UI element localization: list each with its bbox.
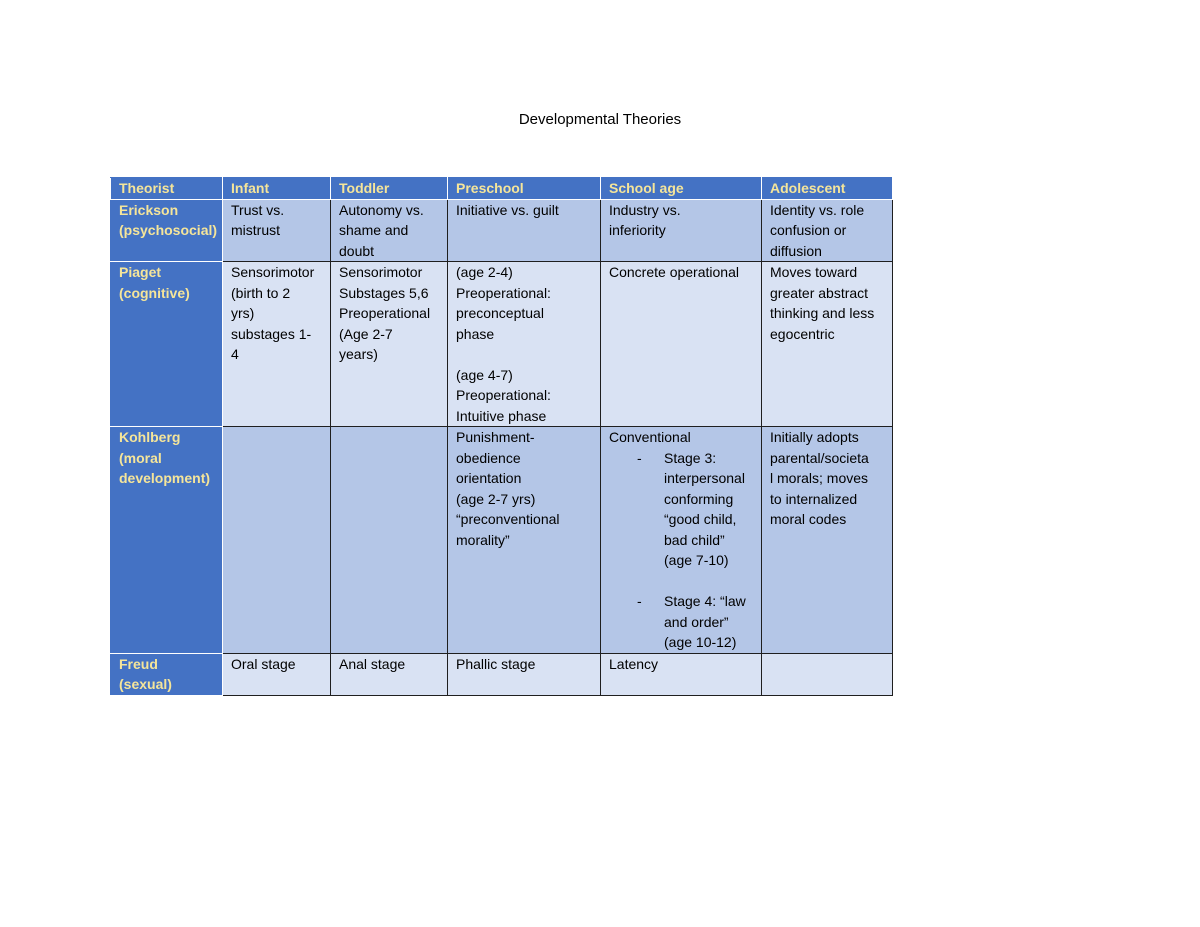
text-line: Autonomy vs. [339, 201, 424, 218]
theorist-cell [111, 427, 223, 654]
text-line: 4 [231, 346, 239, 362]
text-line: (age 2-4) [456, 264, 513, 280]
text-line: obedience [456, 449, 521, 466]
text-line: Preoperational: [456, 284, 551, 301]
text-line: (age 7-10) [664, 552, 729, 568]
spacer [609, 571, 757, 592]
header-toddler: Toddler [331, 178, 448, 200]
text-line: doubt [339, 242, 375, 259]
spacer [456, 344, 596, 365]
text-line: Trust vs. [231, 201, 285, 218]
school-age-cell [601, 262, 762, 427]
text-line: substages 1- [231, 325, 312, 342]
header-school-age: School age [601, 178, 762, 200]
school-age-cell [601, 653, 762, 695]
text-line: diffusion [770, 242, 822, 259]
adolescent-cell [762, 427, 893, 654]
row-piaget [111, 262, 893, 427]
text-line: (birth to 2 [231, 284, 291, 301]
text-line: l morals; moves [770, 470, 869, 486]
text-line: Stage 3: [664, 449, 717, 466]
text-line: bad child” [664, 531, 725, 548]
text-line: development) [119, 470, 211, 486]
preoperational-preconceptual-block [456, 262, 596, 344]
stage-list [609, 448, 757, 653]
text-line: Piaget [119, 264, 162, 280]
text-line: Concrete operational [609, 264, 739, 280]
text-line: to internalized [770, 490, 858, 507]
list-item-stage-3 [609, 448, 757, 571]
text-line: Stage 4: “law [664, 593, 746, 609]
text-line: phase [456, 325, 495, 342]
toddler-cell [331, 262, 448, 427]
text-line: Phallic stage [456, 655, 536, 672]
text-line: Initially adopts [770, 429, 859, 445]
text-line: (age 4-7) [456, 366, 513, 383]
text-line: “good child, [664, 511, 737, 527]
list-item-stage-4 [609, 591, 757, 653]
text-line: Oral stage [231, 655, 296, 672]
header-theorist: Theorist [111, 178, 223, 200]
text-line: Freud [119, 655, 158, 672]
text-line: Initiative vs. guilt [456, 201, 559, 218]
text-line: (age 2-7 yrs) [456, 490, 536, 507]
text-line: (psychosocial) [119, 222, 218, 238]
text-line: Identity vs. role [770, 201, 865, 218]
header-row [111, 178, 893, 200]
theorist-cell [111, 262, 223, 427]
text-line: orientation [456, 470, 522, 486]
stage-3-text [664, 448, 757, 571]
text-line: Anal stage [339, 655, 406, 672]
bullet-dash: - [637, 593, 642, 609]
infant-cell [223, 199, 331, 262]
text-line: confusion or [770, 222, 847, 238]
text-line: Industry vs. [609, 201, 681, 218]
text-line: interpersonal [664, 470, 745, 486]
adolescent-cell [762, 653, 893, 695]
row-erickson [111, 199, 893, 262]
text-line: Sensorimotor [231, 264, 315, 280]
text-line: “preconventional [456, 511, 560, 527]
header-adolescent: Adolescent [762, 178, 893, 200]
preoperational-intuitive-block [456, 365, 596, 427]
school-age-cell [601, 427, 762, 654]
conventional-heading: Conventional [609, 429, 691, 445]
text-line: mistrust [231, 222, 280, 238]
text-line: moral codes [770, 511, 847, 527]
text-line: greater abstract [770, 284, 869, 301]
text-line: yrs) [231, 305, 255, 321]
text-line: Preoperational [339, 305, 431, 321]
bullet-dash: - [637, 449, 642, 466]
developmental-theories-table [110, 177, 893, 696]
adolescent-cell [762, 199, 893, 262]
text-line: preconceptual [456, 305, 544, 321]
text-line: Punishment- [456, 429, 535, 445]
theorist-cell [111, 653, 223, 695]
toddler-cell [331, 427, 448, 654]
text-line: conforming [664, 490, 734, 507]
text-line: parental/societa [770, 449, 869, 466]
text-line: Preoperational: [456, 387, 551, 403]
text-line: Substages 5,6 [339, 284, 429, 301]
adolescent-cell [762, 262, 893, 427]
text-line: (Age 2-7 [339, 325, 393, 342]
row-kohlberg [111, 427, 893, 654]
text-line: egocentric [770, 325, 835, 342]
header-preschool: Preschool [448, 178, 601, 200]
text-line: shame and [339, 222, 409, 238]
text-line: morality” [456, 531, 510, 548]
text-line: and order” [664, 613, 729, 630]
text-line: (age 10-12) [664, 634, 737, 650]
text-line: (cognitive) [119, 284, 190, 301]
text-line: Sensorimotor [339, 264, 423, 280]
school-age-cell [601, 199, 762, 262]
preschool-cell [448, 262, 601, 427]
preschool-cell [448, 427, 601, 654]
page-title: Developmental Theories [518, 111, 682, 128]
stage-4-text [664, 591, 757, 653]
theorist-cell [111, 199, 223, 262]
text-line: Latency [609, 655, 659, 672]
text-line: years) [339, 346, 378, 362]
text-line: Moves toward [770, 264, 858, 280]
preschool-cell [448, 199, 601, 262]
text-line: inferiority [609, 222, 666, 238]
header-infant: Infant [223, 178, 331, 200]
toddler-cell [331, 653, 448, 695]
text-line: Kohlberg [119, 429, 181, 445]
text-line: Erickson [119, 201, 179, 218]
row-freud [111, 653, 893, 695]
text-line: Intuitive phase [456, 407, 547, 424]
text-line: thinking and less [770, 305, 875, 321]
infant-cell [223, 653, 331, 695]
infant-cell [223, 427, 331, 654]
toddler-cell [331, 199, 448, 262]
text-line: (sexual) [119, 676, 172, 692]
infant-cell [223, 262, 331, 427]
text-line: (moral [119, 449, 162, 466]
preschool-cell [448, 653, 601, 695]
